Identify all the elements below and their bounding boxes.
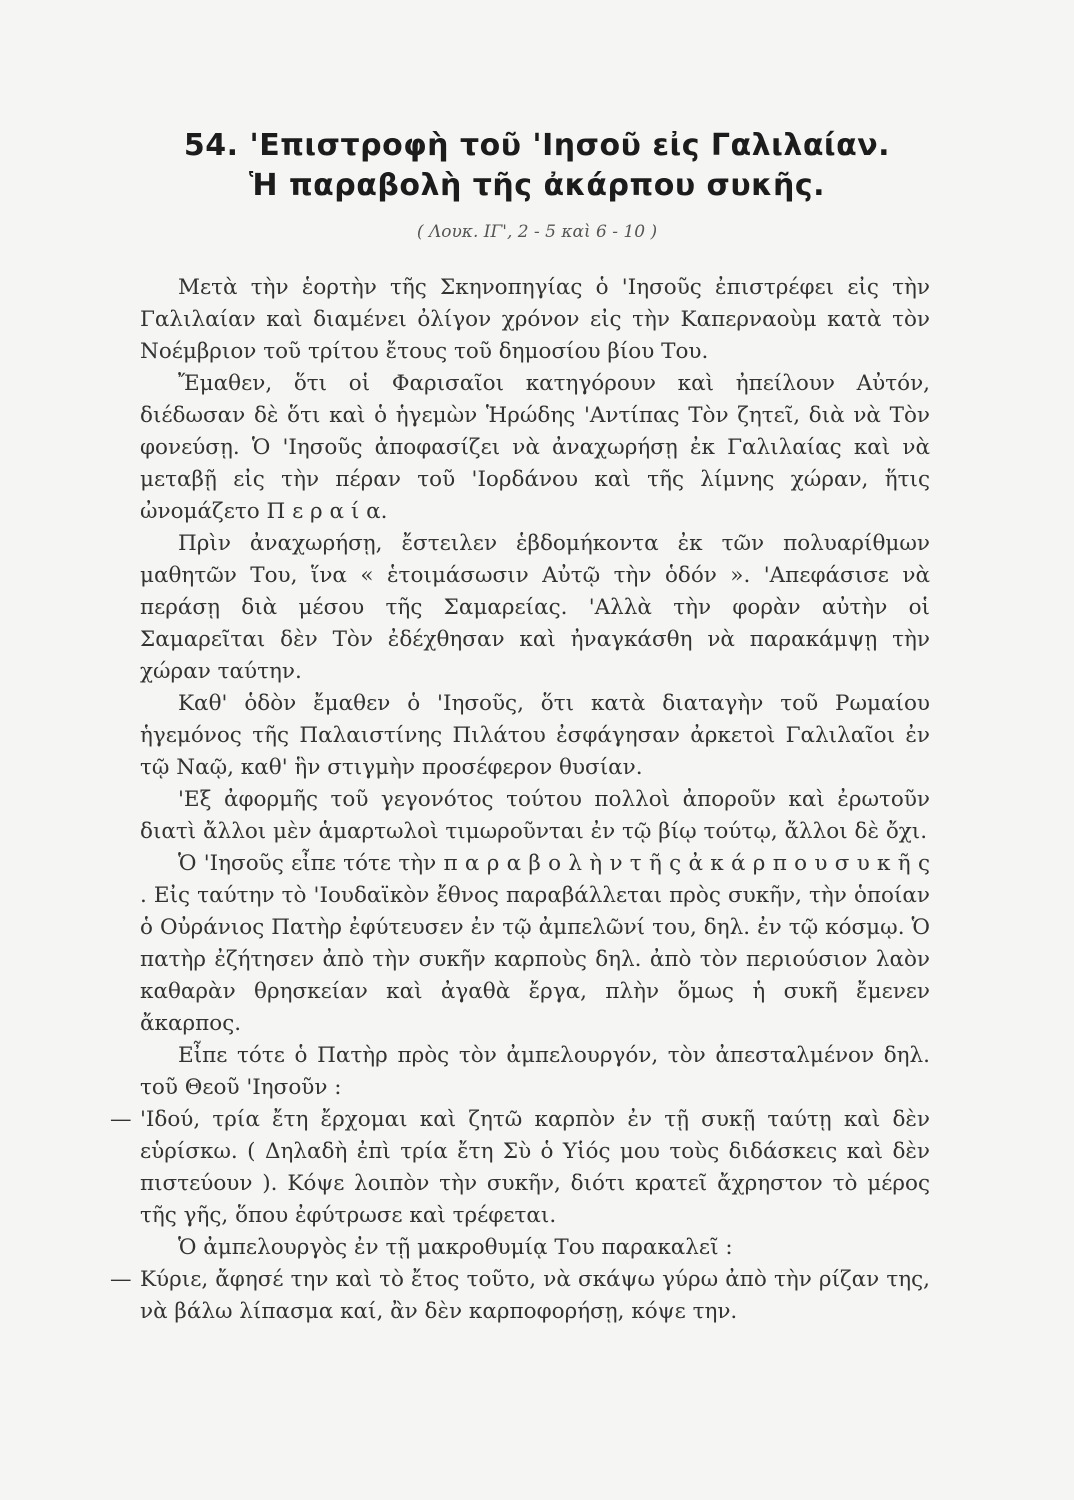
scripture-reference: ( Λουκ. ΙΓ', 2 - 5 καὶ 6 - 10 ) xyxy=(416,222,658,242)
paragraph: Πρὶν ἀναχωρήσῃ, ἔστειλεν ἑβδομήκοντα ἐκ τῶν πολυαρίθμων μαθητῶν Του, ἵνα « ἑτοιμάσωσιν Αὐτῷ τὴν ὁδόν ». 'Απεφάσισε νὰ περάσῃ διὰ μέσου τῆς Σαμαρείας. 'Αλλὰ τὴν φορὰν αὐτὴν οἱ Σαμαρεῖται δὲν Τὸν ἐδέχθησαν καὶ ἠναγκάσθη νὰ παρακάμψῃ τὴν χώραν ταύτην. xyxy=(140,531,930,684)
dialog-dash: — xyxy=(110,1107,132,1132)
paragraph: Ὁ 'Ιησοῦς εἶπε τότε τὴν π α ρ α β ο λ ὴ ν τ ῆ ς ἀ κ ά ρ π ο υ σ υ κ ῆ ς . Εἰς ταύτην τὸ 'Ιουδαϊκὸν ἔθνος παραβάλλεται πρὸς συκῆν, τὴν ὁποίαν ὁ Οὐράνιος Πατὴρ ἐφύτευσεν ἐν τῷ ἀμπελῶνί του, δηλ. ἐν τῷ κόσμῳ. Ὁ πατὴρ ἐζήτησεν ἀπὸ τὴν συκῆν καρποὺς δηλ. ἀπὸ τὸν περιούσιον λαὸν καθαρὰν θρησκείαν καὶ ἀγαθὰ ἔργα, πλὴν ὅμως ἡ συκῆ ἔμενεν ἄκαρπος. xyxy=(140,851,930,1036)
dialog-text: 'Ιδού, τρία ἔτη ἔρχομαι καὶ ζητῶ καρπὸν ἐν τῇ συκῇ ταύτῃ καὶ δὲν εὑρίσκω. ( Δηλαδὴ ἐπὶ τρία ἔτη Σὺ ὁ Υἱός μου τοὺς διδάσκεις καὶ δὲν πιστεύουν ). Κόψε λοιπὸν τὴν συκῆν, διότι κρατεῖ ἄχρηστον τὸ μέρος τῆς γῆς, ὅπου ἐφύτρωσε καὶ τρέφεται. xyxy=(140,1107,930,1228)
paragraph: Ἔμαθεν, ὅτι οἱ Φαρισαῖοι κατηγόρουν καὶ ἠπείλουν Αὐτόν, διέδωσαν δὲ ὅτι καὶ ὁ ἡγεμὼν Ἡρώδης 'Αντίπας Τὸν ζητεῖ, διὰ νὰ Τὸν φονεύσῃ. Ὁ 'Ιησοῦς ἀποφασίζει νὰ ἀναχωρήσῃ ἐκ Γαλιλαίας καὶ νὰ μεταβῇ εἰς τὴν πέραν τοῦ 'Ιορδάνου καὶ τῆς λίμνης χώραν, ἥτις ὠνομάζετο Π ε ρ α ί α. xyxy=(140,371,930,524)
paragraph: 'Εξ ἀφορμῆς τοῦ γεγονότος τούτου πολλοὶ ἀποροῦν καὶ ἐρωτοῦν διατὶ ἄλλοι μὲν ἁμαρτωλοὶ τιμωροῦνται ἐν τῷ βίῳ τούτῳ, ἄλλοι δὲ ὄχι. xyxy=(140,787,930,844)
dialog-text: Κύριε, ἄφησέ την καὶ τὸ ἔτος τοῦτο, νὰ σκάψω γύρω ἀπὸ τὴν ρίζαν της, νὰ βάλω λίπασμα καί, ἂν δὲν καρποφορήσῃ, κόψε την. xyxy=(140,1267,930,1324)
chapter-title-line1: 54. 'Επιστροφὴ τοῦ 'Ιησοῦ εἰς Γαλιλαίαν. xyxy=(183,128,891,163)
dialog-dash: — xyxy=(110,1267,132,1292)
paragraph: Μετὰ τὴν ἑορτὴν τῆς Σκηνοπηγίας ὁ 'Ιησοῦς ἐπιστρέφει εἰς τὴν Γαλιλαίαν καὶ διαμένει ὀλίγον χρόνον εἰς τὴν Καπερναοὺμ κατὰ τὸν Νοέμβριον τοῦ τρίτου ἔτους τοῦ δημοσίου βίου Του. xyxy=(140,275,930,364)
paragraph: Εἶπε τότε ὁ Πατὴρ πρὸς τὸν ἀμπελουργόν, τὸν ἀπεσταλμένον δηλ. τοῦ Θεοῦ 'Ιησοῦν : xyxy=(140,1043,930,1100)
paragraph: Καθ' ὁδὸν ἔμαθεν ὁ 'Ιησοῦς, ὅτι κατὰ διαταγὴν τοῦ Ρωμαίου ἡγεμόνος τῆς Παλαιστίνης Πιλάτου ἐσφάγησαν ἀρκετοὶ Γαλιλαῖοι ἐν τῷ Ναῷ, καθ' ἣν στιγμὴν προσέφερον θυσίαν. xyxy=(140,691,930,780)
chapter-title-line2: Ἡ παραβολὴ τῆς ἀκάρπου συκῆς. xyxy=(248,168,826,203)
body-text xyxy=(110,272,930,1328)
paragraph: Ὁ ἀμπελουργὸς ἐν τῇ μακροθυμίᾳ Του παρακαλεῖ : xyxy=(178,1235,733,1260)
dialog-paragraph xyxy=(110,1264,930,1328)
dialog-paragraph xyxy=(110,1104,930,1232)
